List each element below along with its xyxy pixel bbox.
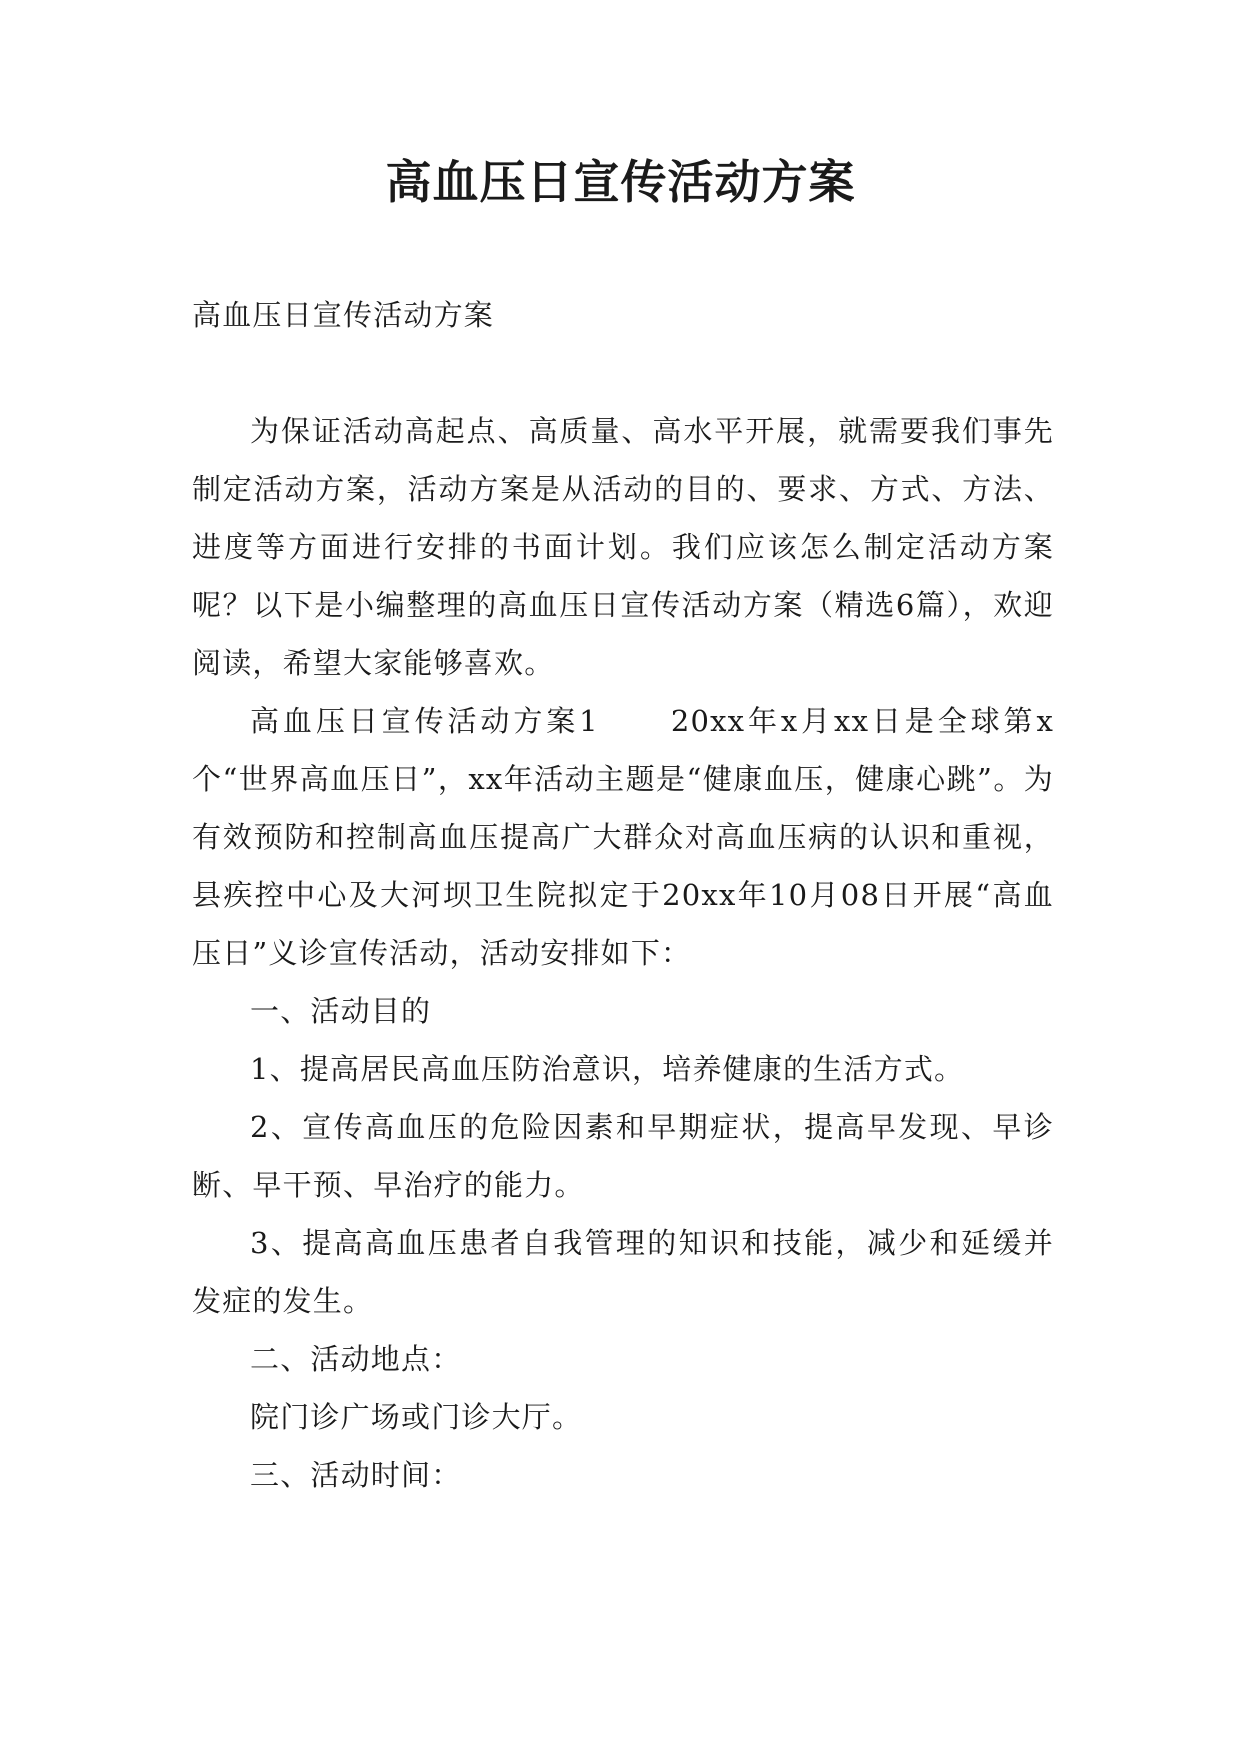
objective-item-2: 2、宣传高血压的危险因素和早期症状，提高早发现、早诊断、早干预、早治疗的能力。 bbox=[192, 1110, 1054, 1202]
section-1-paragraph bbox=[192, 692, 1054, 982]
section-1-heading: 高血压日宣传活动方案1 bbox=[250, 704, 599, 738]
location-text: 院门诊广场或门诊大厅。 bbox=[250, 1400, 583, 1434]
document-title: 高血压日宣传活动方案 bbox=[385, 155, 856, 209]
document-subtitle: 高血压日宣传活动方案 bbox=[192, 298, 495, 332]
section-1-text: 20xx年x月xx日是全球第x个“世界高血压日”，xx年活动主题是“健康血压，健康心跳”。为有效预防和控制高血压提高广大群众对高血压病的认识和重视，县疾控中心及大河坝卫生院拟定于20xx年10月08日开展“高血压日”义诊宣传活动，活动安排如下： bbox=[192, 704, 1054, 970]
objective-item-3: 3、提高高血压患者自我管理的知识和技能，减少和延缓并发症的发生。 bbox=[192, 1226, 1054, 1318]
intro-paragraph: 为保证活动高起点、高质量、高水平开展，就需要我们事先制定活动方案，活动方案是从活动的目的、要求、方式、方法、进度等方面进行安排的书面计划。我们应该怎么制定活动方案呢？以下是小编整理的高血压日宣传活动方案（精选6篇），欢迎阅读，希望大家能够喜欢。 bbox=[192, 414, 1054, 680]
heading-time: 三、活动时间： bbox=[250, 1458, 462, 1492]
document-body bbox=[192, 286, 1054, 1504]
heading-location: 二、活动地点： bbox=[250, 1342, 462, 1376]
objective-item-1: 1、提高居民高血压防治意识，培养健康的生活方式。 bbox=[250, 1052, 965, 1086]
heading-objectives: 一、活动目的 bbox=[250, 994, 432, 1028]
